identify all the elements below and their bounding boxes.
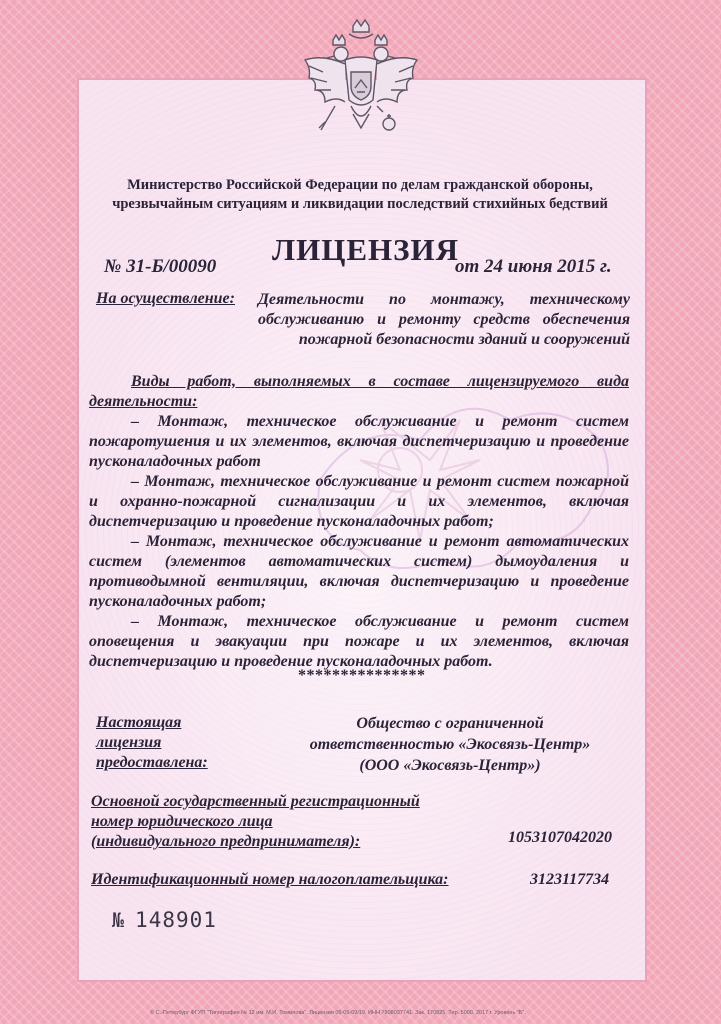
- works-item-1: – Монтаж, техническое обслуживание и ремонт систем пожаротушения и их элементов, включая диспетчеризацию и проведение пусконаладочных работ: [89, 413, 629, 470]
- blank-serial-number: [112, 908, 217, 932]
- works-item-3: – Монтаж, техническое обслуживание и ремонт автоматических систем (элементов автоматических систем) дымоудаления и противодымной вентиляции, включая диспетчеризацию и проведение пусконаладочных работ;: [89, 533, 629, 610]
- separator-stars: ***************: [298, 667, 426, 684]
- license-number: № 31-Б/00090: [104, 256, 217, 277]
- printer-imprint: © С.-Петербург ФГУП "Типография № 12 им. М.И. Томилова". Лицензия 05-05-09/19. ИНН 7808037741. Зак. 170825. Тир. 5000. 2017 г. Уровень "Б".: [150, 1010, 526, 1016]
- works-list: [89, 412, 629, 672]
- purpose-label: На осуществление:: [96, 290, 235, 307]
- works-heading: Виды работ, выполняемых в составе лицензируемого вида деятельности:: [89, 373, 629, 410]
- ogrn-label: [91, 792, 420, 852]
- works-item-2: – Монтаж, техническое обслуживание и ремонт систем пожарной и охранно-пожарной сигнализации и их элементов, включая диспетчеризацию и проведение пусконаладочных работ;: [89, 473, 629, 530]
- granted-label-line-3: предоставлена:: [96, 754, 208, 771]
- serial-symbol: №: [112, 908, 126, 932]
- ogrn-value: 1053107042020: [508, 829, 612, 846]
- licensee-name: [290, 713, 610, 776]
- licensee-name-line-1: Общество с ограниченной: [356, 715, 544, 732]
- ogrn-label-line-3: (индивидуального предпринимателя):: [91, 833, 361, 850]
- state-emblem-icon: [295, 18, 427, 158]
- granted-label: [96, 713, 208, 773]
- purpose-text: Деятельности по монтажу, техническому обслуживанию и ремонту средств обеспечения пожарной безопасности зданий и сооружений: [258, 291, 630, 348]
- authority-line-2: чрезвычайным ситуациям и ликвидации последствий стихийных бедствий: [112, 196, 608, 212]
- serial-value: 148901: [135, 908, 217, 932]
- inn-value: 3123117734: [530, 871, 610, 888]
- ogrn-label-line-2: номер юридического лица: [91, 813, 273, 830]
- licensee-name-line-2: ответственностью «Экосвязь-Центр»: [309, 736, 591, 753]
- issuing-authority: [95, 176, 625, 214]
- licensee-name-line-3: (ООО «Экосвязь-Центр»): [359, 757, 541, 774]
- works-item-4: – Монтаж, техническое обслуживание и ремонт систем оповещения и эвакуации при пожаре и их элементов, включая диспетчеризацию и проведение пусконаладочных работ.: [89, 613, 629, 670]
- ogrn-label-line-1: Основной государственный регистрационный: [91, 793, 420, 810]
- authority-line-1: Министерство Российской Федерации по делам гражданской обороны,: [127, 177, 593, 193]
- granted-label-line-1: Настоящая: [96, 714, 182, 731]
- inn-label: Идентификационный номер налогоплательщика:: [91, 871, 449, 888]
- license-date: от 24 июня 2015 г.: [455, 256, 612, 277]
- license-title: ЛИЦЕНЗИЯ: [272, 232, 459, 267]
- granted-label-line-2: лицензия: [96, 734, 162, 751]
